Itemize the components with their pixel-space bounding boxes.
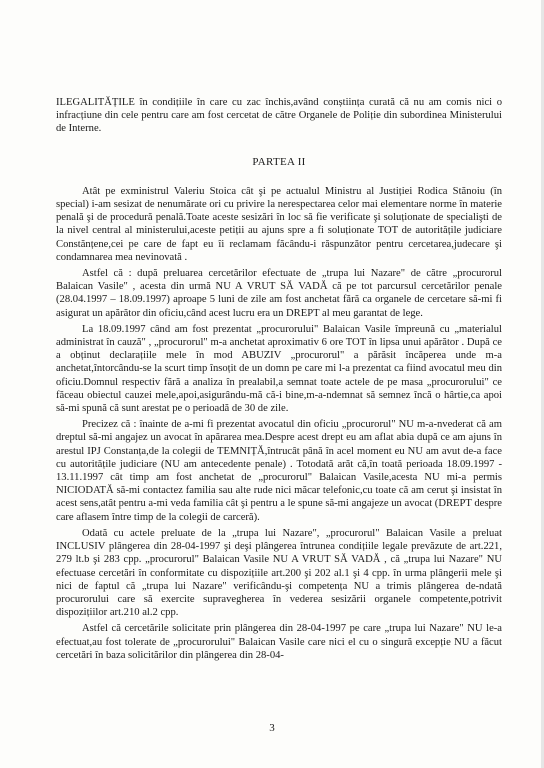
paragraph-5: Odată cu actele preluate de la „trupa lui Nazare", „procurorul" Balaican Vasile a preluat INCLUSIV plângerea din 28-04-1997 şi deşi plângerea întrunea condițiile legale prevăzute de art.221, 279 lt.b şi 283 cpp. „procurorul" Balaican Vasile NU A VRUT SĂ VADĂ , că „trupa lui Nazare" NU efectuase cercetări în conformitate cu dispozițiile art.200 şi 202 al.1 şi 4 cpp. în urma plângerii mele şi nici de faptul că „trupa lui Nazare" verificându-şi competența NU a trimis plângerea de-ndată procurorului care să exercite supravegherea în vederea sesizării organele competente,potrivit dispozițiilor art.210 al.2 cpp. — [56, 527, 502, 619]
section-heading: PARTEA II — [252, 155, 306, 168]
paragraph-4: Precizez că : înainte de a-mi fi prezentat avocatul din oficiu „procurorul" NU m-a-nvederat că am dreptul să-mi angajez un avocat în apărarea mea.Despre acest drept eu am aflat abia după ce am ajuns în arestul IPJ Constanța,de la colegii de TEMNIȚĂ,întrucât până în acel moment eu NU am avut de-a face cu autoritățile judiciare (NU am antecedente penale) . Totodată arăt că,în toată perioada 18.09.1997 - 13.11.1997 cât timp am fost anchetat de „procurorul" Balaican Vasile,acesta NU mi-a permis NICIODATĂ să-mi contactez familia sau alte rude nici măcar telefonic,cu toate că am cerut şi insistat în acest sens,atât pentru a-mi veda familia cât şi pentru a le spune să-mi angajeze un avocat (DREPT despre care aflasem între timp de la colegii de carceră). — [56, 419, 502, 523]
paragraph-3: La 18.09.1997 când am fost prezentat „procurorului" Balaican Vasile împreună cu „materialul administrat în cauză" , „procurorul" m-a anchetat aproximativ 6 ore TOT în lipsa unui apărător . După ce a obținut declarațiile mele în mod ABUZIV „procurorul" a părăsit încăperea unde m-a anchetat,întorcându-se la scurt timp însoțit de un domn pe care mi l-a prezentat ca fiind avocatul meu din oficiu.Domnul respectiv fără a analiza în prealabil,a semnat toate actele de pe masa „procurorului" ce făceau obiectul cauzei mele,apoi,asigurându-mă că-i bine,m-a-ndemnat să semnez încă o hârtie,ca apoi să-mi spună că sunt arestat pe o perioadă de 30 de zile. — [56, 323, 502, 415]
paragraph-2: Astfel că : după preluarea cercetărilor efectuate de „trupa lui Nazare" de către „procurorul Balaican Vasile" , acesta din urmă NU A VRUT SĂ VADĂ că pe tot parcursul cercetărilor penale (28.04.1997 – 18.09.1997) aproape 5 luni de zile am fost anchetat fără ca organele de cercetare să-mi fi asigurat un apărător din oficiu,când acest lucru era un DREPT al meu garantat de lege. — [56, 268, 502, 319]
page-number: 3 — [269, 722, 275, 734]
paragraph-6: Astfel că cercetările solicitate prin plângerea din 28-04-1997 pe care „trupa lui Nazare" NU le-a efectuat,au fost tolerate de „procurorului" Balaican Vasile care nici el cu o singură excepție NU a făcut cercetări în baza solicitărilor din plângerea din 28-04- — [56, 623, 502, 661]
intro-paragraph: ILEGALITĂȚILE în condițiile în care cu zac închis,având conștiința curată că nu am comis nici o infracțiune din cele pentru care am fost cercetat de către Organele de Poliție din subordinea Ministerului de Interne. — [56, 97, 502, 135]
paragraph-1: Atât pe exministrul Valeriu Stoica cât şi pe actualul Ministru al Justiției Rodica Stănoiu (în special) i-am sesizat de nenumărate ori cu privire la nerespectarea celor mai elementare norme în materie penală şi de procedură penală.Toate aceste sesizări în loc să fie verificate şi soluționate de specialişti de la nivel central al ministerului,aceste petiții au ajuns spre a fi soluționate TOT de autoritățile judiciare Constănțene,cei pe care de fapt eu îi reclamam făcându-i răspunzător pentru cercetarea,judecare şi condamnarea mea nevinovată . — [56, 185, 502, 263]
document-body — [56, 96, 502, 662]
